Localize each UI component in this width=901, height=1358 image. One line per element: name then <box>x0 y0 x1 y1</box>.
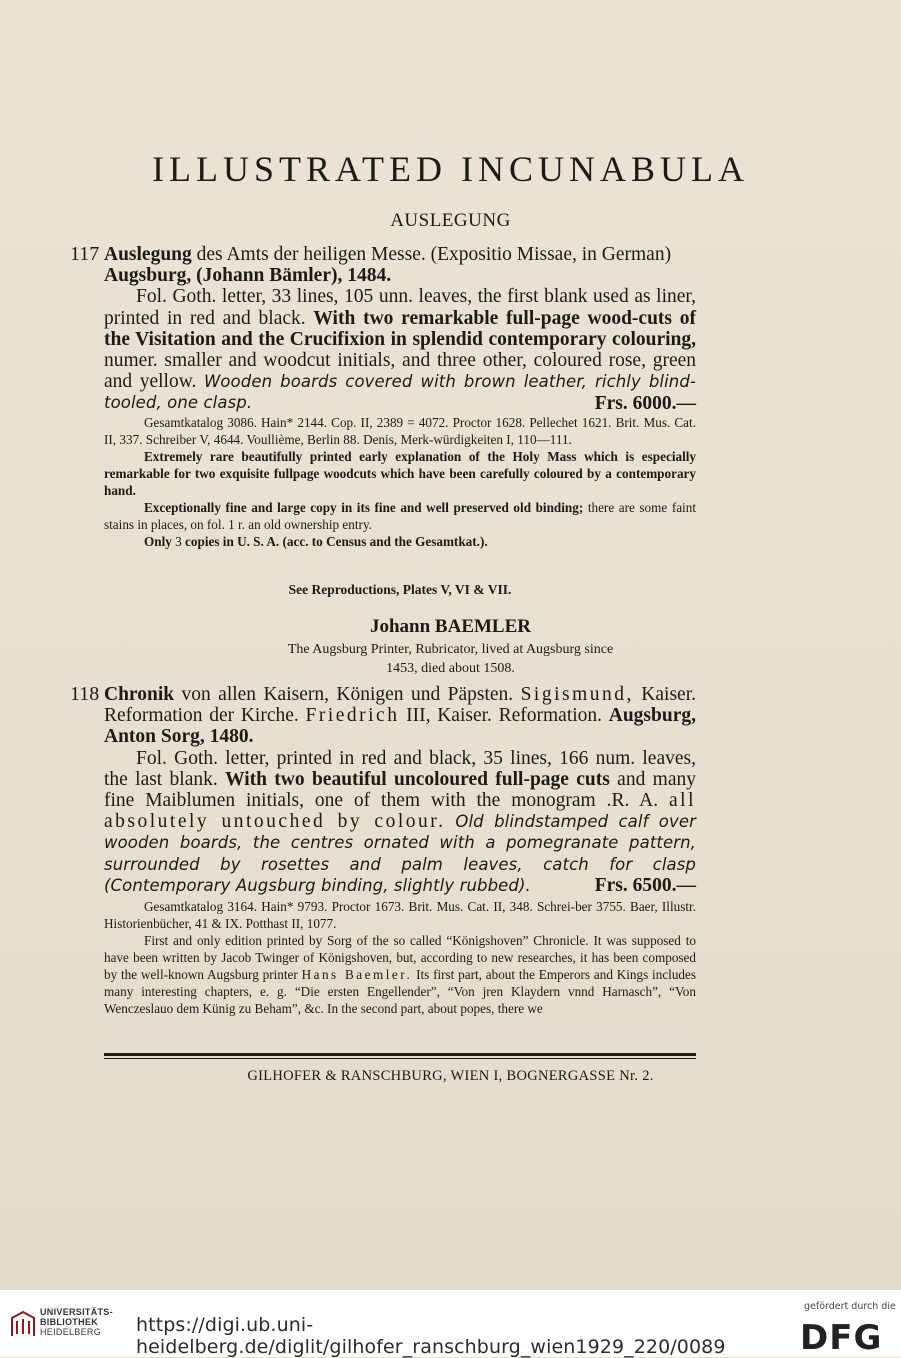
entry-118-collation-a: Fol. Goth. letter, printed in red and black, 35 lines, 166 num. leaves, the last blank. <box>104 747 696 790</box>
viewer-bottom-bar <box>0 1290 901 1357</box>
footer-rule-thin <box>104 1058 696 1059</box>
entry-118-title-d: Kaiser. Reformation der Kirche. <box>104 684 696 727</box>
library-name-line3: HEIDELBERG <box>40 1327 102 1337</box>
entry-118-collation-e <box>446 811 456 832</box>
section-heading-auslegung: AUSLEGUNG <box>390 210 511 231</box>
entry-118-ref-note-a: First and only edition printed by Sorg of the so called “Königshoven” Chronicle. It was supposed to have been written by Jacob Twinger of Königshoven, but, according to new researches, it has been composed by the well-known Augsburg printer <box>104 933 696 982</box>
entry-118-references <box>104 898 696 1017</box>
entry-118-ref-note-c: Its first part, about the Emperors and Kings includes many interesting chapters, e. g. “Die ersten Engellender”, “Von jren Klaydern vnnd Harnasch”, “Von Wenczeslauo dem Künig zu Beham”, &c. In the second part, about popes, there we <box>104 967 697 1016</box>
library-name-line2: BIBLIOTHEK <box>40 1317 98 1327</box>
entry-117-references <box>104 414 696 550</box>
printer-heading: Johann BAEMLER <box>369 616 532 637</box>
printer-description-line1: The Augsburg Printer, Rubricator, lived at Augsburg since <box>287 642 614 657</box>
entry-118-title-c: Sigismund, <box>520 684 634 705</box>
entry-118-ref-note <box>104 932 696 1017</box>
printer-description <box>0 640 901 678</box>
entry-118-ref-note-printer: Hans Baemler. <box>301 967 413 982</box>
entry-118-price: Frs. 6500.— <box>594 875 696 897</box>
entry-118-imprint: Augsburg, Anton Sorg, 1480. <box>104 705 696 748</box>
entry-117-ref-census-c: copies in U. S. A. (acc. to Census and the Gesamtkat.). <box>185 534 488 549</box>
entry-117-description <box>104 244 696 414</box>
entry-118-title-f: III, Kaiser. Reformation. <box>399 705 609 727</box>
university-library-logo-icon <box>10 1310 36 1338</box>
entry-117-ref-census-b: 3 <box>171 534 186 549</box>
footer-rule-thick <box>104 1053 696 1056</box>
entry-117-title <box>104 244 696 265</box>
entry-117-ref-census-a: Only <box>144 534 172 549</box>
entry-118-collation-c: and many fine Maiblumen initials, one of them with the monogram .R. A. <box>104 768 696 812</box>
library-name-line1: UNIVERSITÄTS- <box>40 1307 113 1317</box>
entry-117-price: Frs. 6000.— <box>594 392 696 414</box>
university-library-name <box>40 1307 113 1337</box>
entry-117-imprint: Augsburg, (Johann Bämler), 1484. <box>104 265 392 287</box>
entry-118-collation-b: With two beautiful uncoloured full-page cuts <box>225 768 610 790</box>
entry-117-ref-note: Extremely rare beautifully printed early explanation of the Holy Mass which is especially remarkable for two exquisite fullpage woodcuts which have been carefully coloured by a contemporary hand. <box>104 449 696 498</box>
printer-description-line2: 1453, died about 1508. <box>386 661 515 676</box>
entry-118-description <box>104 684 696 896</box>
dfg-logo: DFG <box>800 1318 883 1358</box>
entry-number-117: 117 <box>70 243 100 265</box>
publisher-footer: GILHOFER & RANSCHBURG, WIEN I, BOGNERGASSE Nr. 2. <box>247 1068 654 1084</box>
entry-117-reproductions: See Reproductions, Plates V, VI & VII. <box>288 582 512 597</box>
entry-117-ref-bibliography: Gesamtkatalog 3086. Hain* 2144. Cop. II, 2389 = 4072. Proctor 1628. Pellechet 1621. Brit. Mus. Cat. II, 337. Schreiber V, 4644. Voullième, Berlin 88. Denis, Merk-würdigkeiten I, 110—111. <box>104 415 696 447</box>
entry-117-binding: Wooden boards covered with brown leather, richly blind-tooled, one clasp. <box>104 372 696 413</box>
entry-118-title-b: von allen Kaisern, Königen und Päpsten. <box>174 684 521 705</box>
entry-117-collation-c: numer. smaller and woodcut initials, and three other, coloured rose, green and yellow. <box>104 350 696 393</box>
entry-number-118: 118 <box>70 683 100 705</box>
page-title: ILLUSTRATED INCUNABULA <box>152 149 749 189</box>
entry-118-ref-bibliography: Gesamtkatalog 3164. Hain* 9793. Proctor 1673. Brit. Mus. Cat. II, 348. Schrei-ber 3755. Baer, Illustr. Historienbücher, 41 & IX. Potthast II, 1077. <box>104 899 696 931</box>
entry-117-title-word: Auslegung <box>104 244 192 265</box>
entry-118-collation-d: all absolutely untouched by colour. <box>104 790 696 833</box>
entry-117-ref-copy-bold: Exceptionally fine and large copy in its fine and well preserved old binding; <box>144 500 584 515</box>
entry-117-ref-copy-rest: there are some faint stains in places, on fol. 1 r. an old ownership entry. <box>104 500 696 532</box>
entry-118-collation <box>104 748 696 896</box>
entry-117-title-rest: des Amts der heiligen Messe. (Expositio Missae, in German) <box>191 244 672 265</box>
funding-label: gefördert durch die <box>804 1301 896 1312</box>
permalink-url[interactable]: https://digi.ub.uni-heidelberg.de/diglit/gilhofer_ranschburg_wien1929_220/0089 <box>136 1314 726 1358</box>
entry-118-title-word: Chronik <box>104 684 175 705</box>
entry-118-binding: Old blindstamped calf over wooden boards, the centres ornated with a pomegranate pattern, surrounded by rosettes and palm leaves, catch for clasp (Contemporary Augsburg binding, slightly rubbed). <box>104 812 696 895</box>
entry-118-title-e: Friedrich <box>305 705 400 727</box>
entry-117-collation-b: With two remarkable full-page wood-cuts of the Visitation and the Crucifixion in splendid contemporary colouring, <box>104 307 697 350</box>
entry-118-title <box>104 684 696 748</box>
entry-117-ref-census <box>104 533 696 550</box>
entry-117-collation-a: Fol. Goth. letter, 33 lines, 105 unn. leaves, the first blank used as liner, printed in red and black. <box>104 286 696 329</box>
entry-117-ref-copy <box>104 499 696 533</box>
